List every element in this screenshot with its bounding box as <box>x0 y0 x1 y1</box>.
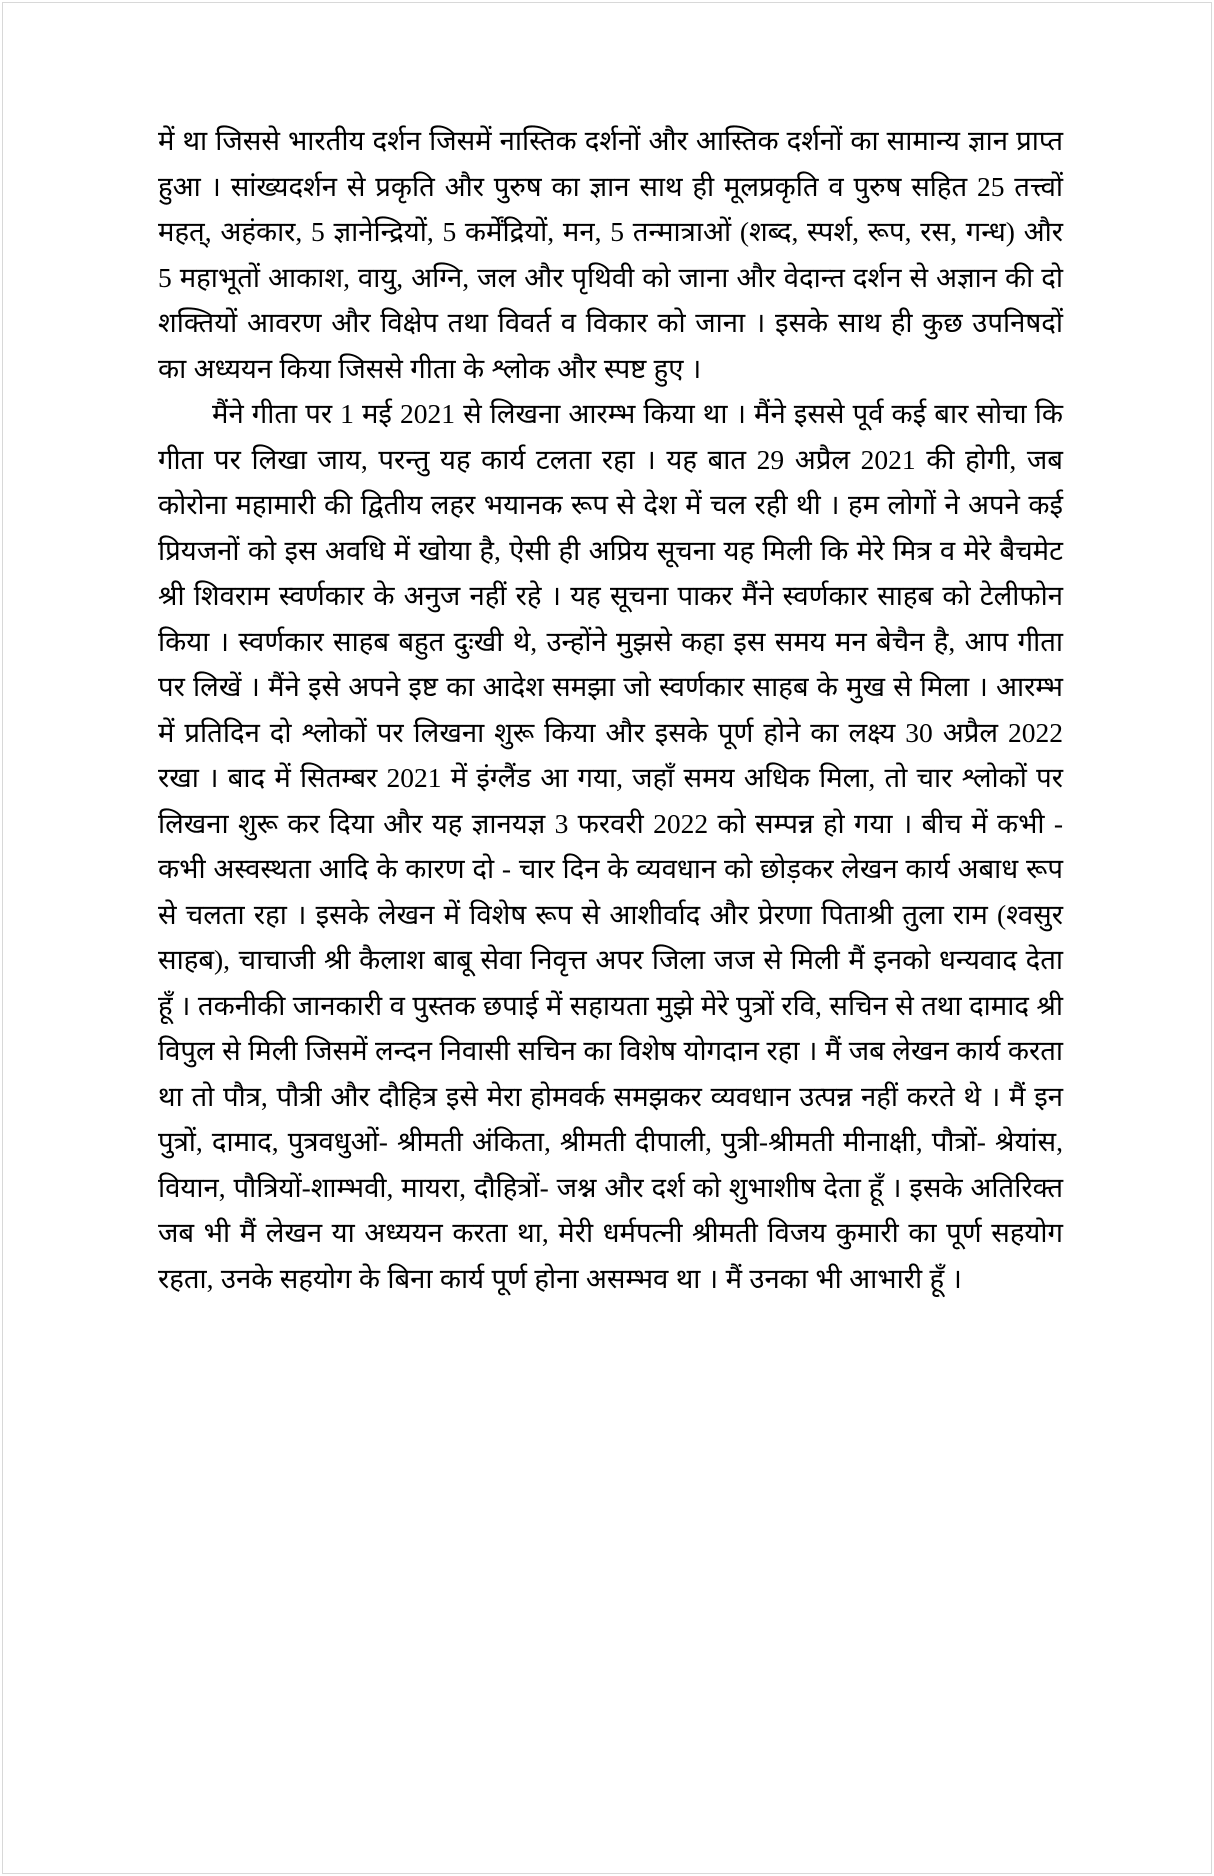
text-column <box>158 118 1063 1301</box>
paragraph-2: मैंने गीता पर 1 मई 2021 से लिखना आरम्भ किया था । मैंने इससे पूर्व कई बार सोचा कि गीता पर लिखा जाय, परन्तु यह कार्य टलता रहा । यह बात 29 अप्रैल 2021 की होगी, जब कोरोना महामारी की द्वितीय लहर भयानक रूप से देश में चल रही थी । हम लोगों ने अपने कई प्रियजनों को इस अवधि में खोया है, ऐसी ही अप्रिय सूचना यह मिली कि मेरे मित्र व मेरे बैचमेट श्री शिवराम स्वर्णकार के अनुज नहीं रहे । यह सूचना पाकर मैंने स्वर्णकार साहब को टेलीफोन किया । स्वर्णकार साहब बहुत दुःखी थे, उन्होंने मुझसे कहा इस समय मन बेचैन है, आप गीता पर लिखें । मैंने इसे अपने इष्ट का आदेश समझा जो स्वर्णकार साहब के मुख से मिला । आरम्भ में प्रतिदिन दो श्लोकों पर लिखना शुरू किया और इसके पूर्ण होने का लक्ष्य 30 अप्रैल 2022 रखा । बाद में सितम्बर 2021 में इंग्लैंड आ गया, जहाँ समय अधिक मिला, तो चार श्लोकों पर लिखना शुरू कर दिया और यह ज्ञानयज्ञ 3 फरवरी 2022 को सम्पन्न हो गया । बीच में कभी - कभी अस्वस्थता आदि के कारण दो - चार दिन के व्यवधान को छोड़कर लेखन कार्य अबाध रूप से चलता रहा । इसके लेखन में विशेष रूप से आशीर्वाद और प्रेरणा पिताश्री तुला राम (श्वसुर साहब), चाचाजी श्री कैलाश बाबू सेवा निवृत्त अपर जिला जज से मिली मैं इनको धन्यवाद देता हूँ । तकनीकी जानकारी व पुस्तक छपाई में सहायता मुझे मेरे पुत्रों रवि, सचिन से तथा दामाद श्री विपुल से मिली जिसमें लन्दन निवासी सचिन का विशेष योगदान रहा । मैं जब लेखन कार्य करता था तो पौत्र, पौत्री और दौहित्र इसे मेरा होमवर्क समझकर व्यवधान उत्पन्न नहीं करते थे । मैं इन पुत्रों, दामाद, पुत्रवधुओं- श्रीमती अंकिता, श्रीमती दीपाली, पुत्री-श्रीमती मीनाक्षी, पौत्रों- श्रेयांस, वियान, पौत्रियों-शाम्भवी, मायरा, दौहित्रों- जश्न और दर्श को शुभाशीष देता हूँ । इसके अतिरिक्त जब भी मैं लेखन या अध्ययन करता था, मेरी धर्मपत्नी श्रीमती विजय कुमारी का पूर्ण सहयोग रहता, उनके सहयोग के बिना कार्य पूर्ण होना असम्भव था । मैं उनका भी आभारी हूँ । <box>158 398 1063 1294</box>
paragraph-1: में था जिससे भारतीय दर्शन जिसमें नास्तिक दर्शनों और आस्तिक दर्शनों का सामान्य ज्ञान प्राप्त हुआ । सांख्यदर्शन से प्रकृति और पुरुष का ज्ञान साथ ही मूलप्रकृति व पुरुष सहित 25 तत्त्वों महत्, अहंकार, 5 ज्ञानेन्द्रियों, 5 कर्मेंद्रियों, मन, 5 तन्मात्राओं (शब्द, स्पर्श, रूप, रस, गन्ध) और 5 महाभूतों आकाश, वायु, अग्नि, जल और पृथिवी को जाना और वेदान्त दर्शन से अज्ञान की दो शक्तियों आवरण और विक्षेप तथा विवर्त व विकार को जाना । इसके साथ ही कुछ उपनिषदों का अध्ययन किया जिससे गीता के श्लोक और स्पष्ट हुए । <box>158 125 1063 384</box>
